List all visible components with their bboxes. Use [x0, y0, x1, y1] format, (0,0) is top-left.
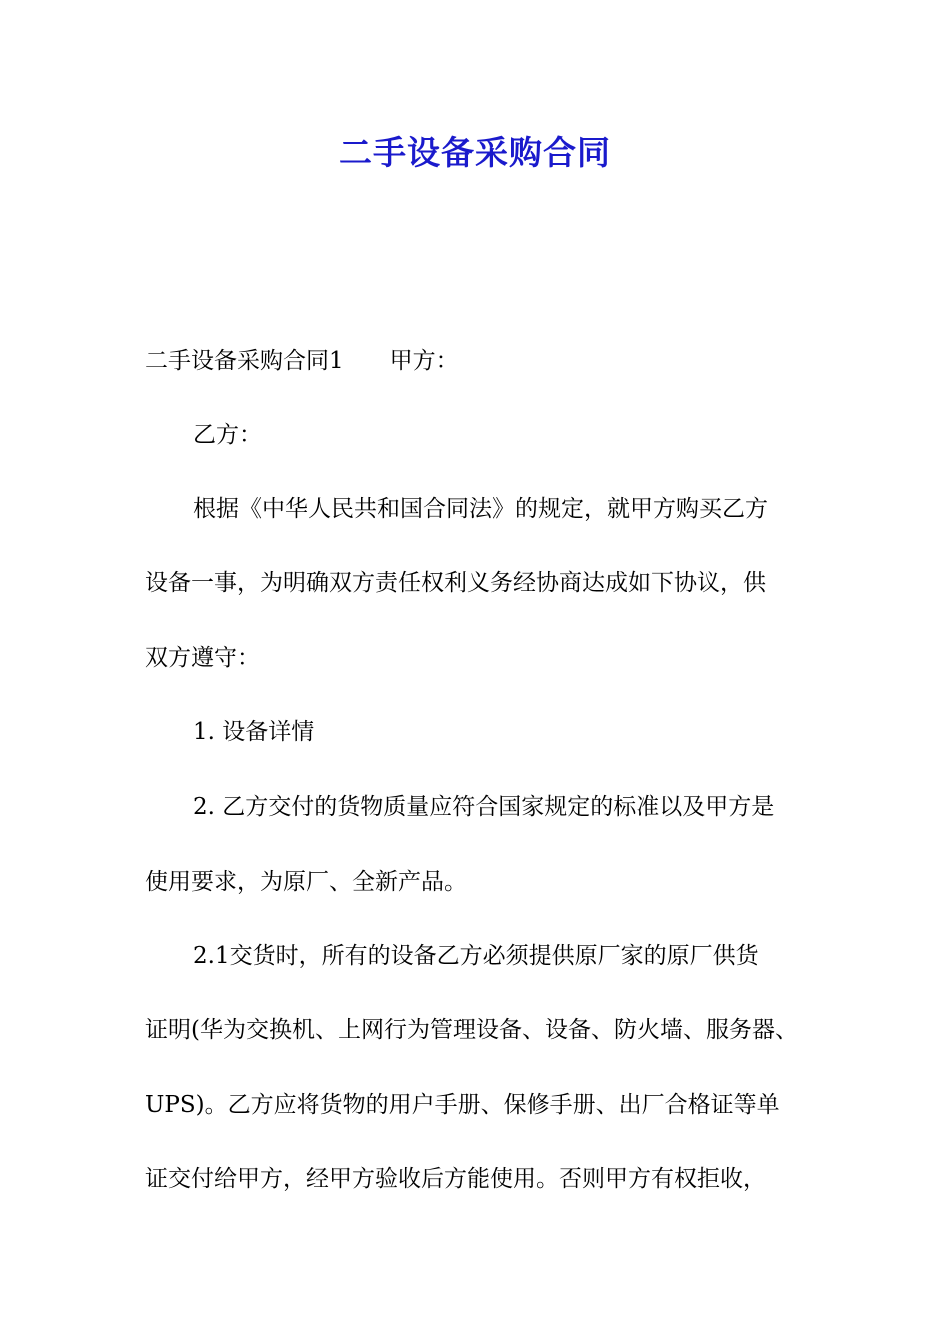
section-heading: 1. 设备详情	[193, 719, 315, 745]
paragraph-line: 双方遵守：	[145, 645, 260, 671]
party-a-label: 甲方：	[389, 348, 459, 374]
party-b-label: 乙方：	[193, 422, 262, 448]
paragraph-line: 设备一事，为明确双方责任权利义务经协商达成如下协议，供	[145, 570, 766, 596]
paragraph-line: 根据《中华人民共和国合同法》的规定，就甲方购买乙方	[193, 496, 768, 522]
paragraph-line: 证明(华为交换机、上网行为管理设备、设备、防火墙、服务器、	[145, 1017, 798, 1043]
paragraph-line: 2. 乙方交付的货物质量应符合国家规定的标准以及甲方是	[193, 794, 775, 820]
paragraph-line: UPS)。乙方应将货物的用户手册、保修手册、出厂合格证等单	[145, 1092, 780, 1118]
paragraph-line: 证交付给甲方，经甲方验收后方能使用。否则甲方有权拒收，	[145, 1166, 766, 1192]
heading-line	[145, 345, 459, 377]
paragraph-line: 2.1交货时，所有的设备乙方必须提供原厂家的原厂供货	[193, 943, 759, 969]
paragraph-line: 使用要求，为原厂、全新产品。	[145, 869, 467, 895]
contract-heading: 二手设备采购合同1	[145, 348, 344, 374]
document-title: 二手设备采购合同	[339, 133, 611, 172]
